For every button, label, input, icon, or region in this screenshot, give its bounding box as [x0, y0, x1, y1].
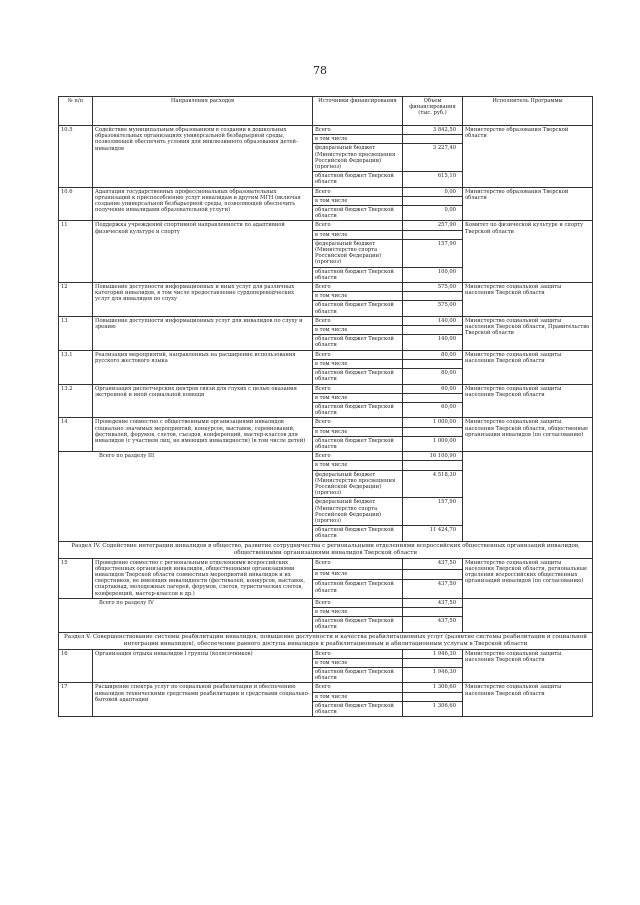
- funding-source: в том числе: [313, 569, 403, 580]
- section-row: [59, 632, 593, 649]
- funding-source: в том числе: [313, 326, 403, 335]
- item-number: 10.6: [59, 187, 93, 221]
- funding-source: федеральный бюджет (Министерство просвещения Российской Федерации) (прогноз): [313, 470, 403, 498]
- funding-volume: [403, 569, 463, 580]
- item-direction: Проведение совместно с региональными отделениями всероссийских общественных организаций инвалидов, общественными организациями инвалидов Тверской области совместных мероприятий инвалидов и их сверстников, не имеющих инвалидности (фестивалей, конкурсов, выставок, спартакиад, молодежных лагерей, форумов, слетов, туристических слетов, конференций, мастер-классов и др.): [93, 558, 313, 598]
- item-number: 13.1: [59, 350, 93, 384]
- item-executor: Министерство социальной защиты населения Тверской области, Правительство Тверской области: [463, 316, 593, 350]
- table-header-row: [59, 97, 593, 126]
- funding-source: в том числе: [313, 461, 403, 470]
- funding-volume: 437,50: [403, 558, 463, 569]
- funding-volume: [403, 427, 463, 436]
- funding-volume: 140,00: [403, 316, 463, 325]
- item-direction: Проведение совместно с общественными организациями инвалидов социально значимых мероприятий, конкурсов, выставок, соревнований, фестивалей, форумов, слетов, съездов, конференций, мастер-классов для инвалидов (с участием лиц, не имеющих инвалидности) (в том числе детей): [93, 418, 313, 452]
- item-direction: Поддержка учреждений спортивной направленности по адаптивной физической культуре и спорту: [93, 221, 313, 283]
- item-executor: Министерство образования Тверской области: [463, 126, 593, 188]
- item-executor: Министерство социальной защиты населения Тверской области: [463, 649, 593, 683]
- header-executor: Исполнитель Программы: [463, 97, 593, 126]
- funding-volume: 575,00: [403, 283, 463, 292]
- funding-volume: [403, 135, 463, 144]
- funding-source: Всего: [313, 350, 403, 359]
- funding-source: в том числе: [313, 292, 403, 301]
- table-row: [59, 316, 593, 325]
- item-direction: Повышение доступности информационных и иных услуг для различных категорий инвалидов, в том числе предоставление сурдопереводческих услуг для инвалидов по слуху: [93, 283, 313, 317]
- item-number: 17: [59, 683, 93, 717]
- funding-volume: 1 306,60: [403, 701, 463, 716]
- funding-source: в том числе: [313, 393, 403, 402]
- funding-source: Всего: [313, 221, 403, 230]
- funding-volume: [403, 461, 463, 470]
- item-direction: Содействие муниципальным образованиям в создании в дошкольных образовательных организациях универсальной безбарьерной среды, позволяющей обеспечить условия для инклюзивного образования детей-инвалидов: [93, 126, 313, 188]
- item-executor: Министерство образования Тверской области: [463, 187, 593, 221]
- funding-volume: [403, 607, 463, 616]
- funding-source: областной бюджет Тверской области: [313, 206, 403, 221]
- funding-volume: 100,00: [403, 267, 463, 282]
- total-label: Всего по разделу III: [59, 452, 313, 541]
- funding-volume: 1 306,60: [403, 683, 463, 692]
- funding-volume: 60,00: [403, 402, 463, 417]
- funding-source: в том числе: [313, 427, 403, 436]
- funding-source: областной бюджет Тверской области: [313, 301, 403, 316]
- funding-volume: 80,00: [403, 369, 463, 384]
- funding-volume: 3 227,40: [403, 144, 463, 172]
- total-row: [59, 452, 593, 461]
- funding-volume: 1 946,30: [403, 649, 463, 658]
- funding-source: Всего: [313, 316, 403, 325]
- funding-volume: 0,00: [403, 187, 463, 196]
- header-volume: Объем финансирования (тыс. руб.): [403, 97, 463, 126]
- funding-source: Всего: [313, 187, 403, 196]
- item-executor: Министерство социальной защиты населения Тверской области, региональные отделения всероссийских общественных организаций инвалидов (по согласованию): [463, 558, 593, 598]
- header-num: № п/п: [59, 97, 93, 126]
- header-direction: Направления расходов: [93, 97, 313, 126]
- item-number: 16: [59, 649, 93, 683]
- item-executor: Министерство социальной защиты населения Тверской области: [463, 283, 593, 317]
- funding-source: областной бюджет Тверской области: [313, 526, 403, 541]
- item-number: 14: [59, 418, 93, 452]
- funding-source: в том числе: [313, 135, 403, 144]
- funding-source: Всего: [313, 649, 403, 658]
- funding-volume: [403, 230, 463, 239]
- funding-source: Всего: [313, 126, 403, 135]
- funding-volume: 80,00: [403, 350, 463, 359]
- item-direction: Расширение спектра услуг по социальной реабилитации и обеспечению инвалидов техническими средствами реабилитации и средствами социально-бытовой адаптации: [93, 683, 313, 717]
- funding-volume: 11 424,70: [403, 526, 463, 541]
- funding-volume: 1 000,00: [403, 436, 463, 451]
- table-row: [59, 283, 593, 292]
- funding-volume: 1 000,00: [403, 418, 463, 427]
- table-row: [59, 683, 593, 692]
- table-row: [59, 187, 593, 196]
- total-label: Всего по разделу IV: [59, 598, 313, 632]
- expenses-table: [58, 96, 593, 717]
- item-direction: Повышение доступности информационных услуг для инвалидов по слуху и зрению: [93, 316, 313, 350]
- funding-source: в том числе: [313, 692, 403, 701]
- item-direction: Реализация мероприятий, направленных на расширение использования русского жестового языка: [93, 350, 313, 384]
- funding-volume: [403, 196, 463, 205]
- funding-volume: 3 842,50: [403, 126, 463, 135]
- item-number: 15: [59, 558, 93, 598]
- table-row: [59, 126, 593, 135]
- funding-volume: 1 946,30: [403, 668, 463, 683]
- funding-volume: 16 100,90: [403, 452, 463, 461]
- item-direction: Организация отдыха инвалидов I группы (колясочников): [93, 649, 313, 683]
- table-row: [59, 649, 593, 658]
- funding-source: федеральный бюджет (Министерство спорта Российской Федерации) (прогноз): [313, 498, 403, 526]
- funding-volume: [403, 692, 463, 701]
- funding-source: областной бюджет Тверской области: [313, 369, 403, 384]
- item-number: 13.2: [59, 384, 93, 418]
- funding-source: Всего: [313, 418, 403, 427]
- table-row: [59, 418, 593, 427]
- funding-volume: 615,10: [403, 172, 463, 187]
- item-number: 12: [59, 283, 93, 317]
- funding-volume: 157,90: [403, 498, 463, 526]
- funding-source: в том числе: [313, 230, 403, 239]
- funding-source: областной бюджет Тверской области: [313, 580, 403, 598]
- funding-source: областной бюджет Тверской области: [313, 402, 403, 417]
- total-row: [59, 598, 593, 607]
- funding-volume: [403, 359, 463, 368]
- page-number: 78: [313, 64, 327, 77]
- funding-volume: 437,50: [403, 598, 463, 607]
- funding-source: Всего: [313, 384, 403, 393]
- funding-source: в том числе: [313, 658, 403, 667]
- funding-volume: 60,00: [403, 384, 463, 393]
- item-direction: Адаптация государственных профессиональных образовательных организаций к приспособлению услуг инвалидам и другим МГН (включая создание универсальной безбарьерной среды, позволяющей обеспечить получение инвалидами образовательной услуги): [93, 187, 313, 221]
- item-executor: Министерство социальной защиты населения Тверской области: [463, 683, 593, 717]
- funding-volume: 437,50: [403, 617, 463, 632]
- item-executor: Министерство социальной защиты населения Тверской области: [463, 350, 593, 384]
- funding-source: областной бюджет Тверской области: [313, 267, 403, 282]
- funding-source: областной бюджет Тверской области: [313, 172, 403, 187]
- item-number: 11: [59, 221, 93, 283]
- item-number: 10.5: [59, 126, 93, 188]
- funding-source: областной бюджет Тверской области: [313, 335, 403, 350]
- funding-source: федеральный бюджет (Министерство просвещения Российской Федерации) (прогноз): [313, 144, 403, 172]
- funding-volume: 4 518,30: [403, 470, 463, 498]
- funding-source: областной бюджет Тверской области: [313, 617, 403, 632]
- funding-volume: 437,50: [403, 580, 463, 598]
- funding-volume: [403, 393, 463, 402]
- funding-source: федеральный бюджет (Министерство спорта Российской Федерации) (прогноз): [313, 239, 403, 267]
- section-row: [59, 541, 593, 558]
- item-executor: Министерство социальной защиты населения Тверской области: [463, 384, 593, 418]
- item-direction: Организация диспетчерских центров связи для глухих с целью оказания экстренной и иной социальной помощи: [93, 384, 313, 418]
- funding-volume: 0,00: [403, 206, 463, 221]
- section-title: Раздел IV. Содействие интеграции инвалидов в общество, развитие сотрудничества с региональными отделениями всероссийских общественных организаций инвалидов, общественными организациями инвалидов Тверской области: [59, 541, 593, 558]
- table-row: [59, 558, 593, 569]
- section-title: Раздел V. Совершенствование системы реабилитации инвалидов, повышение доступности и качества реабилитационных услуг (развитие системы реабилитации и социальной интеграции инвалидов), обеспечение равного доступа инвалидов к реабилитационным и абилитационным услугам в Тверской области: [59, 632, 593, 649]
- funding-source: областной бюджет Тверской области: [313, 701, 403, 716]
- funding-source: областной бюджет Тверской области: [313, 668, 403, 683]
- item-executor: Министерство социальной защиты населения Тверской области, общественные организации инвалидов (по согласованию): [463, 418, 593, 452]
- funding-volume: 140,00: [403, 335, 463, 350]
- funding-volume: 575,00: [403, 301, 463, 316]
- funding-source: Всего: [313, 558, 403, 569]
- header-source: Источники финансирования: [313, 97, 403, 126]
- funding-source: областной бюджет Тверской области: [313, 436, 403, 451]
- funding-source: в том числе: [313, 359, 403, 368]
- total-executor: [463, 452, 593, 541]
- funding-source: Всего: [313, 283, 403, 292]
- item-number: 13: [59, 316, 93, 350]
- funding-volume: 257,90: [403, 221, 463, 230]
- item-executor: Комитет по физической культуре и спорту Тверской области: [463, 221, 593, 283]
- funding-source: Всего: [313, 683, 403, 692]
- table-row: [59, 384, 593, 393]
- table-row: [59, 350, 593, 359]
- funding-source: Всего: [313, 598, 403, 607]
- funding-volume: [403, 326, 463, 335]
- total-executor: [463, 598, 593, 632]
- funding-volume: [403, 292, 463, 301]
- table-row: [59, 221, 593, 230]
- funding-volume: 157,90: [403, 239, 463, 267]
- funding-volume: [403, 658, 463, 667]
- funding-source: в том числе: [313, 607, 403, 616]
- funding-source: в том числе: [313, 196, 403, 205]
- funding-source: Всего: [313, 452, 403, 461]
